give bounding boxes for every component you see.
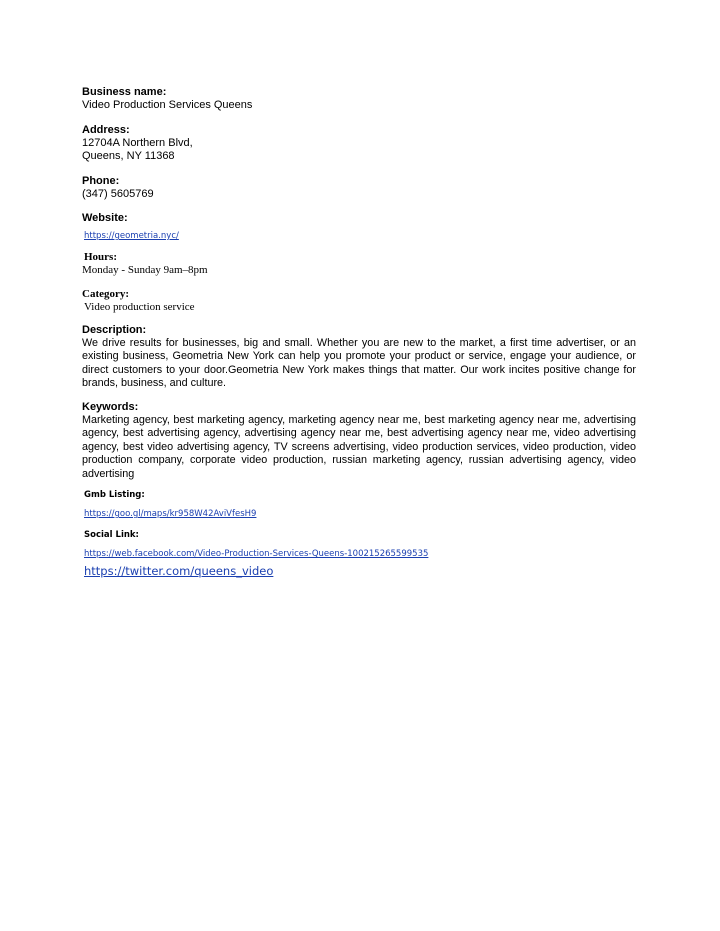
category-value: Video production service — [84, 301, 195, 313]
business-name-value: Video Production Services Queens — [82, 99, 253, 111]
business-name-label: Business name: — [82, 86, 167, 98]
hours-label: Hours: — [84, 251, 117, 263]
hours-value: Monday - Sunday 9am–8pm — [82, 264, 208, 276]
keywords-section — [82, 401, 636, 481]
address-line-2: Queens, NY 11368 — [82, 150, 175, 162]
keywords-text: Marketing agency, best marketing agency, marketing agency near me, best marketing agency near me, advertising agency, best advertising agency, advertising agency near me, best advertising agency near me, video advertising agency, best video advertising agency, TV screens advertising, video production services, video production, video production company, corporate video production, russian marketing agency, russian advertising agency, video advertising — [82, 414, 636, 480]
gmb-link[interactable]: https://goo.gl/maps/kr958W42AviVfesH9 — [84, 509, 257, 519]
address-label: Address: — [82, 124, 130, 136]
twitter-link[interactable]: https://twitter.com/queens_video — [84, 564, 274, 578]
phone-section — [82, 175, 636, 201]
hours-section — [82, 251, 636, 277]
website-section — [82, 212, 636, 243]
gmb-label: Gmb Listing: — [84, 490, 145, 500]
website-label: Website: — [82, 212, 128, 224]
category-label: Category: — [82, 288, 130, 300]
social-label: Social Link: — [84, 530, 139, 540]
gmb-section — [84, 489, 638, 521]
phone-value: (347) 5605769 — [82, 188, 154, 200]
description-label: Description: — [82, 324, 147, 336]
address-line-1: 12704A Northern Blvd, — [82, 137, 193, 149]
social-section — [84, 529, 638, 580]
description-text: We drive results for businesses, big and small. Whether you are new to the market, a first time advertiser, or an existing business, Geometria New York can help you promote your product or service, engage your audience, or direct customers to your door.Geometria New York makes things that matter. Our work incites positive change for brands, business, and culture. — [82, 337, 636, 390]
keywords-label: Keywords: — [82, 401, 139, 413]
facebook-link[interactable]: https://web.facebook.com/Video-Production-Services-Queens-100215265599535 — [84, 549, 429, 559]
category-section — [82, 288, 636, 314]
description-section — [82, 324, 636, 391]
business-name-section — [82, 86, 636, 112]
website-link[interactable]: https://geometria.nyc/ — [84, 231, 179, 241]
phone-label: Phone: — [82, 175, 120, 187]
address-section — [82, 124, 636, 163]
